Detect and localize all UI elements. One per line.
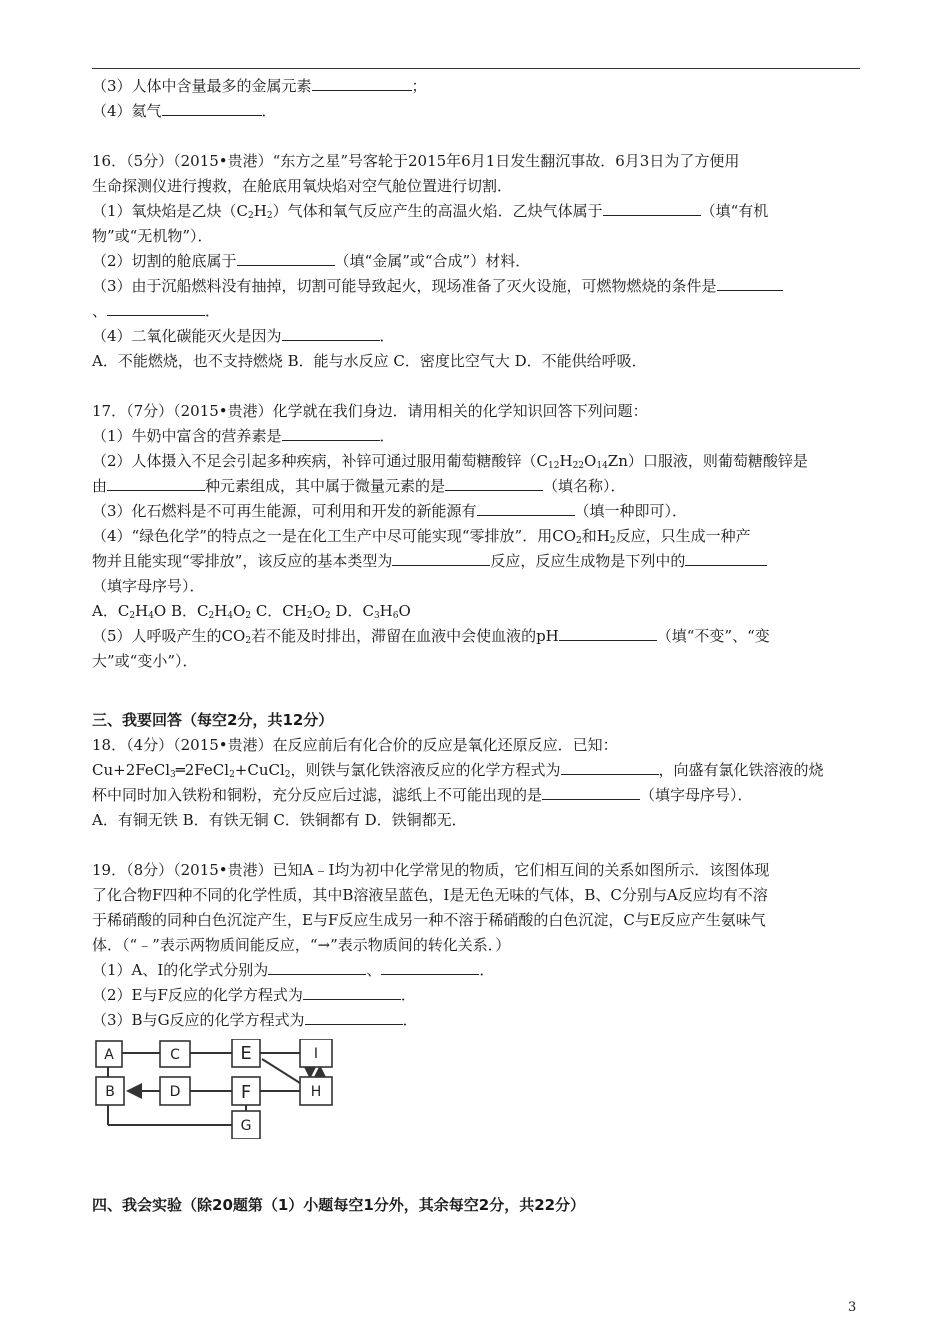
q18-equation: Cu+2FeCl$_3$═2FeCl$_2$+CuCl$_2$，则铁与氯化铁溶液反应的化学方程式为 ，向盛有氯化铁溶液的烧 [92, 761, 824, 780]
q16-part2: （2）切割的舱底属于 （填“金属”或“合成”）材料． [92, 252, 531, 270]
answer-blank[interactable] [477, 500, 575, 516]
answer-blank[interactable] [107, 300, 205, 316]
q19-line3: 于稀硝酸的同种白色沉淀产生，E与F反应生成另一种不溶于稀硝酸的白色沉淀，C与E反应产生氨味气 [92, 911, 766, 929]
answer-blank[interactable] [445, 475, 543, 491]
answer-blank[interactable] [282, 325, 380, 341]
q18-options: A．有铜无铁 B．有铁无铜 C．铁铜都有 D．铁铜都无． [92, 811, 467, 829]
answer-blank[interactable] [561, 759, 659, 775]
answer-blank[interactable] [312, 75, 412, 91]
q19-line4: 体．（“﹣”表示两物质间能反应，“→”表示物质间的转化关系．） [92, 936, 511, 954]
answer-blank[interactable] [559, 625, 657, 641]
q16-options: A．不能燃烧，也不支持燃烧 B．能与水反应 C．密度比空气大 D．不能供给呼吸． [92, 352, 647, 370]
q15-part4: （4）氦气 ． [92, 102, 277, 120]
label-I: I [313, 1046, 319, 1062]
answer-blank[interactable] [603, 200, 701, 216]
label-E: E [240, 1043, 252, 1064]
label-F: F [240, 1082, 252, 1103]
q19-part2: （2）E与F反应的化学方程式为 ． [92, 986, 416, 1004]
q16-head-line1: 16．（5分）（2015•贵港）“东方之星”号客轮于2015年6月1日发生翻沉事故．6月3日为了方便用 [92, 152, 740, 170]
answer-blank[interactable] [237, 250, 335, 266]
answer-blank[interactable] [107, 475, 205, 491]
q15-part3: （3）人体中含量最多的金属元素 ； [92, 77, 427, 95]
label-C: C [170, 1047, 180, 1063]
q17-part5: （5）人呼吸产生的$CO_2$若不能及时排出，滞留在血液中会使血液的pH （填“不变”、“变 [92, 627, 770, 646]
answer-blank[interactable] [268, 959, 366, 975]
q17-part3: （3）化石燃料是不可再生能源，可利用和开发的新能源有 （填一种即可）． [92, 502, 688, 520]
answer-blank[interactable] [392, 550, 490, 566]
section-4-heading: 四、我会实验（除20题第（1）小题每空1分外，其余每空2分，共22分） [92, 1196, 586, 1214]
answer-blank[interactable] [305, 1009, 403, 1025]
answer-blank[interactable] [282, 425, 380, 441]
label-H: H [310, 1084, 322, 1100]
q19-part1: （1）A、I的化学式分别为 、 ． [92, 961, 495, 979]
q17-part2: （2）人体摄入不足会引起多种疾病，补锌可通过服用葡萄糖酸锌$(C_{12}H_{22}O_{14}Zn)$口服液，则葡萄糖酸锌是 [92, 452, 808, 471]
q16-part3: （3）由于沉船燃料没有抽掉，切割可能导致起火，现场准备了灭火设施，可燃物燃烧的条件是 [92, 274, 860, 299]
q17-part4: （4）“绿色化学”的特点之一是在化工生产中尽可能实现“零排放”．用$CO_2$和$H_2$反应，只生成一种产 [92, 527, 751, 546]
diagram-svg [94, 1039, 394, 1139]
answer-blank[interactable] [381, 959, 479, 975]
q17-head: 17．（7分）（2015•贵港）化学就在我们身边．请用相关的化学知识回答下列问题： [92, 402, 648, 420]
q16-part1: （1）氧炔焰是乙炔$(C_2H_2)$气体和氧气反应产生的高温火焰．乙炔气体属于 （填“有机 [92, 202, 769, 221]
answer-blank[interactable] [162, 100, 262, 116]
q17-part1: （1）牛奶中富含的营养素是 ． [92, 427, 395, 445]
q17-options: A．$C_2H_4O$ B．$C_2H_4O_2$ C．$CH_2O_2$ D．$C_3H_6O$ [92, 602, 411, 621]
section-3-heading: 三、我要回答（每空2分，共12分） [92, 711, 334, 729]
q19-line1: 19．（8分）（2015•贵港）已知A﹣I均为初中化学常见的物质，它们相互间的关系如图所示．该图体现 [92, 861, 770, 879]
q19-part3: （3）B与G反应的化学方程式为 ． [92, 1011, 418, 1029]
answer-blank[interactable] [542, 784, 640, 800]
answer-blank[interactable] [685, 550, 767, 566]
answer-blank[interactable] [717, 275, 783, 291]
q16-head-line2: 生命探测仪进行搜救，在舱底用氧炔焰对空气舱位置进行切割． [92, 177, 513, 195]
header-rule [92, 68, 860, 69]
label-B: B [105, 1084, 115, 1100]
page-number: 3 [848, 1300, 857, 1315]
q18-head: 18．（4分）（2015•贵港）在反应前后有化合价的反应是氧化还原反应．已知： [92, 736, 618, 754]
answer-blank[interactable] [303, 984, 401, 1000]
label-G: G [240, 1118, 252, 1134]
q16-part4: （4）二氧化碳能灭火是因为 ． [92, 327, 395, 345]
relationship-diagram [94, 1039, 394, 1139]
page-content: （3）人体中含量最多的金属元素 ； （4）氦气 ． 16．（5分）（2015•贵港）“东方之星”号客轮于2015年6月1日发生翻沉事故．6月3日为了方便用 生命探测仪进行搜救，在舱底用氧炔焰对空气舱位置进行切割． （1）氧炔焰是乙炔$(C_2H_2)$气体和氧气反应产生的高温火焰．乙炔气体属于 （填“有机 物”或“无机物”）． （2）切割的舱底属于 （填“金属”或“合成”）材料． （3）由于沉船燃料没有抽掉，切割可能导致起火，现场准备了灭火设施，可燃物燃烧的条件是 、 ． （4）二氧化碳能灭火是因为 ． A．不能燃烧，也不支持燃烧 B．能与水反应 C．密度比空气大 D．不能供给呼吸． 17．（7分）（2015•贵港）化学就在我们身边．请用相关的化学知识回答下列问题： （1）牛奶中富含的营养素是 ． （2）人体摄入不足会引起多种疾病，补锌可通过服用葡萄糖酸锌$(C_{12}H_{22}O_{14}Zn)$口服液，则葡萄糖酸锌是 由 种元素组成，其中属于微量元素的是 （填名称）． （3）化石燃料是不可再生能源，可利用和开发的新能源有 （填一种即可）． （4）“绿色化学”的特点之一是在化工生产中尽可能实现“零排放”．用$CO_2$和$H_2$反应，只生成一种产 物并且能实现“零排放”，该反应的基本类型为 反应，反应生成物是下列中的 （填字母序号）． A．$C_2H_4O$ B．$C_2H_4O_2$ C．$CH_2O_2$ D．$C_3H_6O$ （5）人呼吸产生的$CO_2$若不能及时排出，滞留在血液中会使血液的pH （填“不变”、“变 大”或“变小”）． 三、我要回答（每空2分，共12分） 18．（4分）（2015•贵港）在反应前后有化合价的反应是氧化还原反应．已知： Cu+2FeCl$_3$═2FeCl$_2$+CuCl$_2$，则铁与氯化铁溶液反应的化学方程式为 ，向盛有氯化铁溶液的烧 杯中同时加入铁粉和铜粉，充分反应后过滤，滤纸上不可能出现的是 （填字母序号）． A．有铜无铁 B．有铁无铜 C．铁铜都有 D．铁铜都无． 19．（8分）（2015•贵港）已知A﹣I均为初中化学常见的物质，它们相互间的关系如图所示．该图体现 了化合物F四种不同的化学性质，其中B溶液呈蓝色，I是无色无味的气体，B、C分别与A反应均有不溶 于稀硝酸的同种白色沉淀产生，E与F反应生成另一种不溶于稀硝酸的白色沉淀，C与E反应产生氨味气 体．（“﹣”表示两物质间能反应，“→”表示物质间的转化关系．） （1）A、I的化学式分别为 、 ． （2）E与F反应的化学方程式为 ． （3）B与G反应的化学方程式为 ． A C E I B D F H G 四、我会实验（除20题第（1）小题每空1分外，其余每空2分，共22分） [92, 74, 860, 1218]
q19-line2: 了化合物F四种不同的化学性质，其中B溶液呈蓝色，I是无色无味的气体，B、C分别与A反应均有不溶 [92, 886, 768, 904]
label-D: D [169, 1084, 181, 1100]
label-A: A [104, 1047, 114, 1063]
